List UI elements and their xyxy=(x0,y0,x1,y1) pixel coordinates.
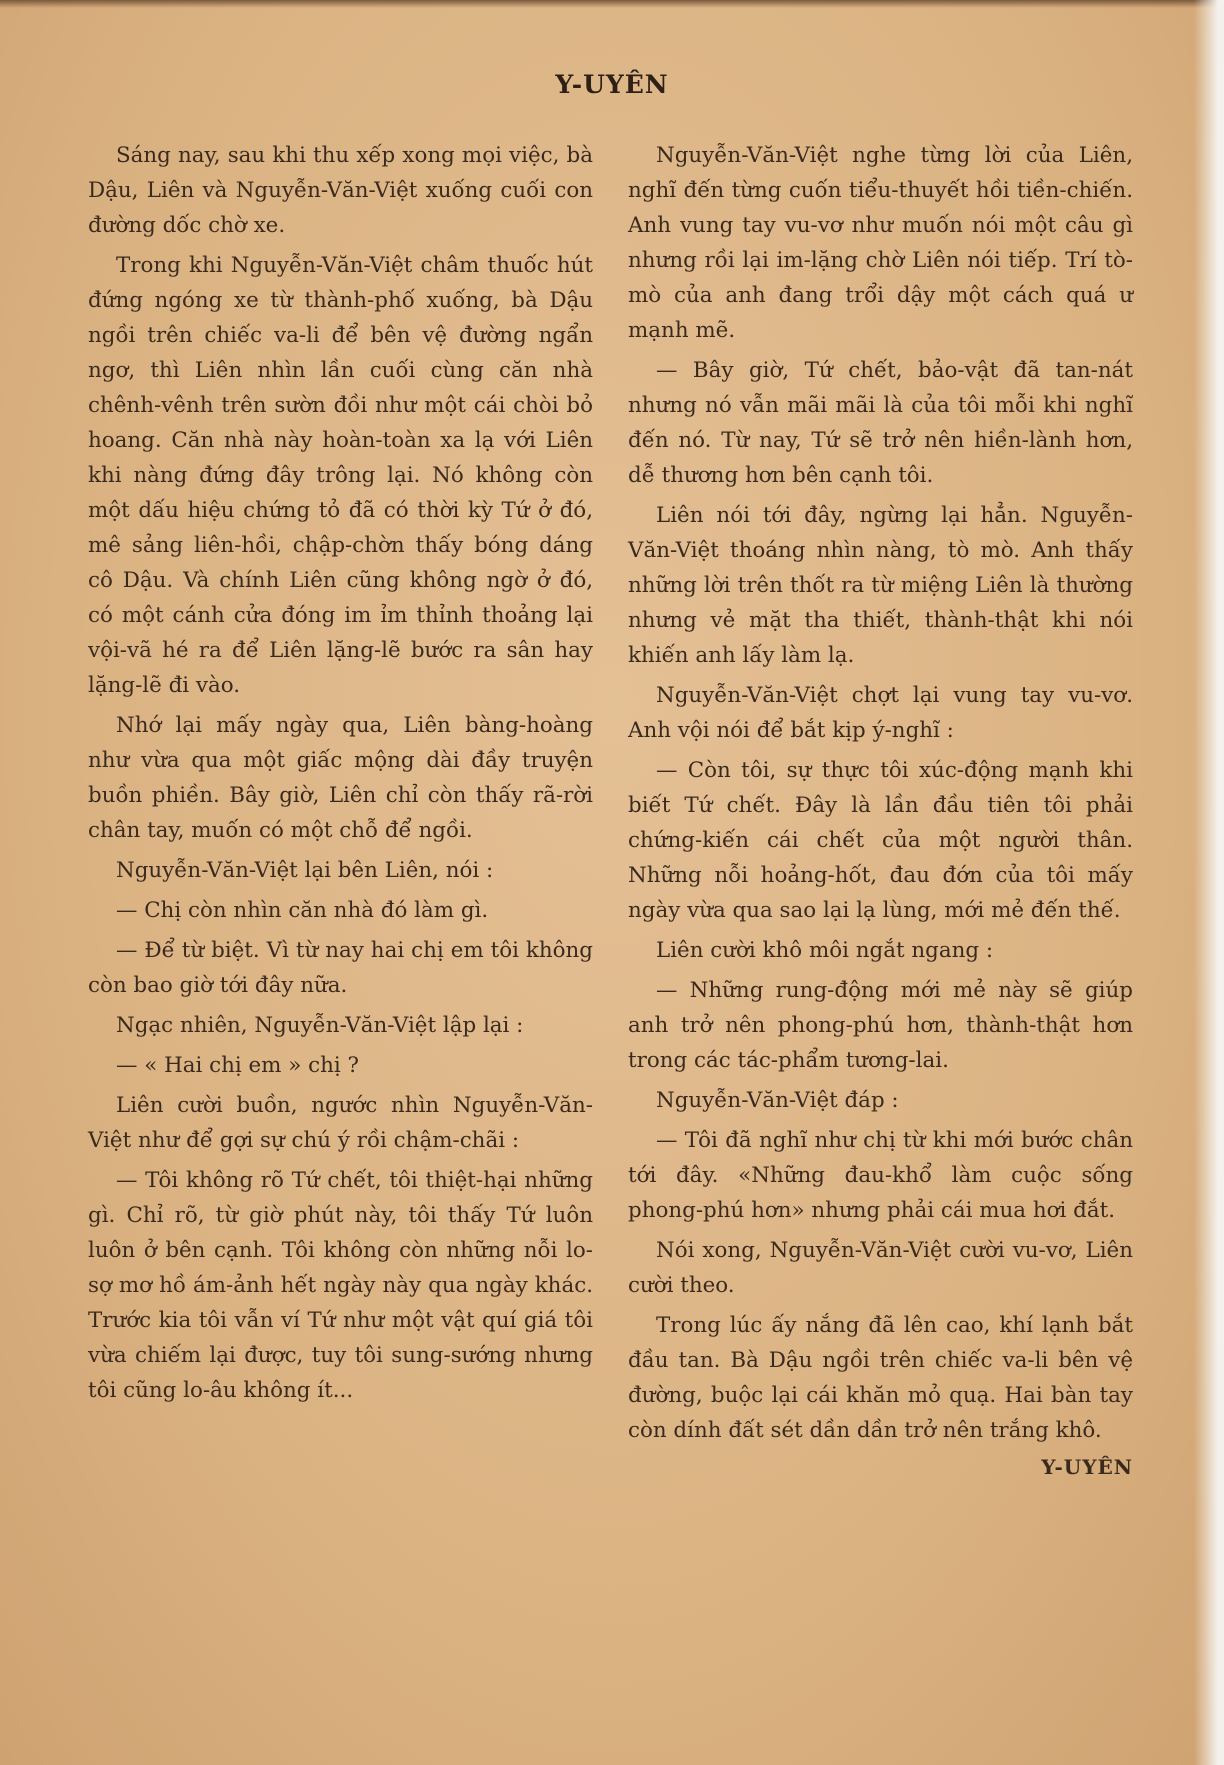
paragraph: — Chị còn nhìn căn nhà đó làm gì. xyxy=(116,898,489,923)
paragraph: Liên nói tới đây, ngừng lại hẳn. Nguyễn-Văn-Việt thoáng nhìn nàng, tò mò. Anh thấy những lời trên thốt ra từ miệng Liên là thường nhưng vẻ mặt tha thiết, thành-thật khi nói khiến anh lấy làm lạ. xyxy=(628,503,1133,668)
paragraph: — Những rung-động mới mẻ này sẽ giúp anh trở nên phong-phú hơn, thành-thật hơn trong các tác-phẩm tương-lai. xyxy=(628,978,1133,1073)
paragraph: — « Hai chị em » chị ? xyxy=(116,1053,360,1078)
paragraph: Nguyễn-Văn-Việt lại bên Liên, nói : xyxy=(116,858,494,883)
paragraph: — Tôi không rõ Tứ chết, tôi thiệt-hại những gì. Chỉ rõ, từ giờ phút này, tôi thấy Tứ luôn luôn ở bên cạnh. Tôi không còn những nỗi lo-sợ mơ hồ ám-ảnh hết ngày này qua ngày khác. Trước kia tôi vẫn ví Tứ như một vật quí giá tôi vừa chiếm lại được, tuy tôi sung-sướng nhưng tôi cũng lo-âu không ít... xyxy=(88,1168,593,1403)
paragraph: Trong lúc ấy nắng đã lên cao, khí lạnh bắt đầu tan. Bà Dậu ngồi trên chiếc va-li bên vệ đường, buộc lại cái khăn mỏ quạ. Hai bàn tay còn dính đất sét dần dần trở nên trắng khô. xyxy=(628,1313,1133,1443)
paragraph: Nguyễn-Văn-Việt chợt lại vung tay vu-vơ. Anh vội nói để bắt kịp ý-nghĩ : xyxy=(628,683,1133,743)
paragraph: — Bây giờ, Tứ chết, bảo-vật đã tan-nát nhưng nó vẫn mãi mãi là của tôi mỗi khi nghĩ đến nó. Từ nay, Tứ sẽ trở nên hiền-lành hơn, dễ thương hơn bên cạnh tôi. xyxy=(628,358,1133,488)
paragraph: Nguyễn-Văn-Việt đáp : xyxy=(656,1088,899,1113)
left-column xyxy=(88,138,593,1408)
paragraph: — Tôi đã nghĩ như chị từ khi mới bước chân tới đây. «Những đau-khổ làm cuộc sống phong-phú hơn» nhưng phải cái mua hơi đắt. xyxy=(628,1128,1133,1223)
paragraph: Liên cười buồn, ngước nhìn Nguyễn-Văn-Việt như để gợi sự chú ý rồi chậm-chãi : xyxy=(88,1093,593,1153)
running-title: Y-UYÊN xyxy=(555,70,669,99)
right-column xyxy=(628,138,1133,1485)
paragraph: Nhớ lại mấy ngày qua, Liên bàng-hoàng như vừa qua một giấc mộng dài đầy truyện buồn phiền. Bây giờ, Liên chỉ còn thấy rã-rời chân tay, muốn có một chỗ để ngồi. xyxy=(88,713,593,843)
paragraph: Liên cười khô môi ngắt ngang : xyxy=(656,938,994,963)
paragraph: Ngạc nhiên, Nguyễn-Văn-Việt lập lại : xyxy=(116,1013,524,1038)
page-top-edge xyxy=(0,0,1224,8)
paragraph: Nói xong, Nguyễn-Văn-Việt cười vu-vơ, Liên cười theo. xyxy=(628,1238,1133,1298)
paragraph: — Còn tôi, sự thực tôi xúc-động mạnh khi biết Tứ chết. Đây là lần đầu tiên tôi phải chứng-kiến cái chết của một người thân. Những nỗi hoảng-hốt, đau đớn của tôi mấy ngày vừa qua sao lại lạ lùng, mới mẻ đến thế. xyxy=(628,758,1133,923)
paragraph: Sáng nay, sau khi thu xếp xong mọi việc, bà Dậu, Liên và Nguyễn-Văn-Việt xuống cuối con đường dốc chờ xe. xyxy=(88,143,593,238)
page-right-edge xyxy=(1194,0,1224,1765)
paragraph: — Để từ biệt. Vì từ nay hai chị em tôi không còn bao giờ tới đây nữa. xyxy=(88,938,593,998)
paragraph: Trong khi Nguyễn-Văn-Việt châm thuốc hút đứng ngóng xe từ thành-phố xuống, bà Dậu ngồi trên chiếc va-li để bên vệ đường ngẩn ngơ, thì Liên nhìn lần cuối cùng căn nhà chênh-vênh trên sườn đồi như một cái chòi bỏ hoang. Căn nhà này hoàn-toàn xa lạ với Liên khi nàng đứng đây trông lại. Nó không còn một dấu hiệu chứng tỏ đã có thời kỳ Tứ ở đó, mê sảng liên-hồi, chập-chờn thấy bóng dáng cô Dậu. Và chính Liên cũng không ngờ ở đó, có một cánh cửa đóng im ỉm thỉnh thoảng lại vội-vã hé ra để Liên lặng-lẽ bước ra sân hay lặng-lẽ đi vào. xyxy=(88,253,593,698)
author-signature: Y-UYÊN xyxy=(1041,1455,1133,1479)
paragraph: Nguyễn-Văn-Việt nghe từng lời của Liên, nghĩ đến từng cuốn tiểu-thuyết hồi tiền-chiến. Anh vung tay vu-vơ như muốn nói một câu gì nhưng rồi lại im-lặng chờ Liên nói tiếp. Trí tò-mò của anh đang trổi dậy một cách quá ư mạnh mẽ. xyxy=(628,143,1133,343)
